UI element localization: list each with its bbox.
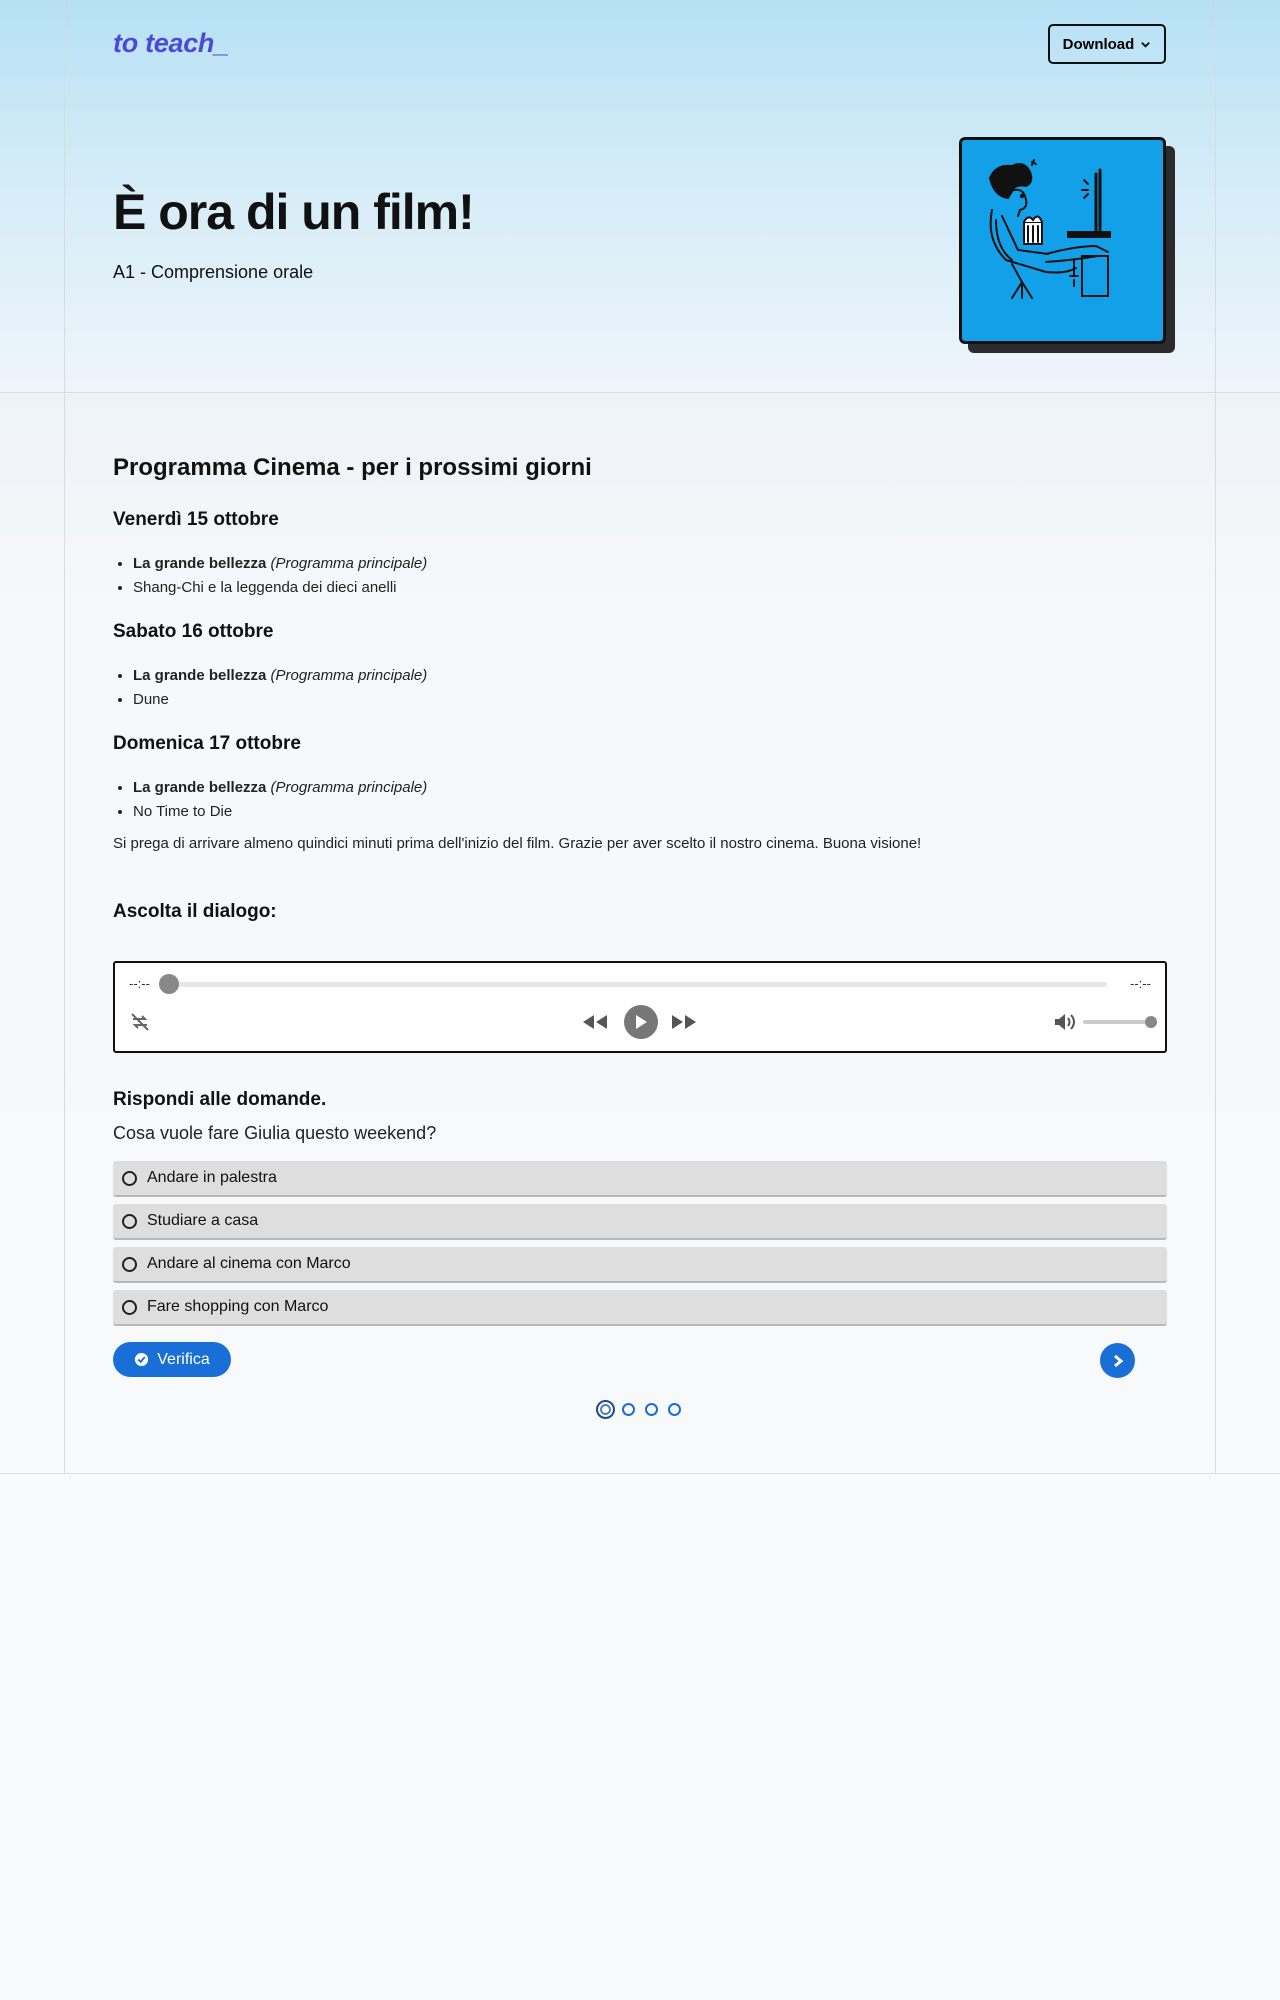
grid-line (1215, 0, 1216, 1474)
list-item (133, 664, 427, 688)
list-item (133, 688, 427, 712)
play-button[interactable] (624, 1005, 658, 1039)
movie-watcher-illustration (959, 137, 1166, 344)
rewind-icon[interactable] (581, 1013, 609, 1031)
pagination-dot[interactable] (622, 1403, 635, 1416)
option-label: Andare in palestra (147, 1169, 277, 1186)
program-footnote: Si prega di arrivare almeno quindici minuti prima dell'inizio del film. Grazie per aver scelto il nostro cinema. Buona visione! (113, 835, 922, 852)
day-title: Sabato 16 ottobre (113, 621, 274, 642)
page-title: È ora di un film! (113, 184, 474, 240)
option-label: Andare al cinema con Marco (147, 1255, 351, 1272)
volume-icon[interactable] (1053, 1012, 1075, 1032)
list-item (133, 552, 427, 576)
answer-option[interactable] (113, 1290, 1167, 1326)
pagination-dot[interactable] (596, 1400, 615, 1419)
movie-title: Shang-Chi e la leggenda dei dieci anelli (133, 579, 397, 596)
radio-button[interactable] (122, 1300, 137, 1315)
movie-title: La grande bellezza (133, 779, 267, 796)
next-question-button[interactable] (1100, 1343, 1135, 1378)
verify-button[interactable] (113, 1342, 231, 1377)
chevron-right-icon (1112, 1354, 1124, 1368)
list-item (133, 800, 427, 824)
movie-list (133, 776, 427, 824)
day-title: Domenica 17 ottobre (113, 733, 301, 754)
day-title: Venerdì 15 ottobre (113, 509, 279, 530)
movie-note: (Programma principale) (270, 555, 428, 572)
site-logo[interactable]: to teach_ (113, 28, 229, 58)
list-item (133, 776, 427, 800)
page-subtitle: A1 - Comprensione orale (113, 262, 314, 282)
progress-track[interactable] (165, 982, 1107, 987)
chevron-down-icon (1140, 39, 1151, 50)
verify-label: Verifica (157, 1350, 210, 1368)
option-label: Studiare a casa (147, 1212, 259, 1229)
download-label: Download (1062, 35, 1135, 53)
current-time: --:-- (129, 976, 150, 991)
option-label: Fare shopping con Marco (147, 1298, 329, 1315)
movie-list (133, 664, 427, 712)
answer-option[interactable] (113, 1204, 1167, 1240)
volume-thumb[interactable] (1145, 1016, 1157, 1028)
download-button[interactable] (1048, 24, 1166, 64)
radio-button[interactable] (122, 1171, 137, 1186)
list-item (133, 576, 427, 600)
duration: --:-- (1130, 976, 1151, 991)
program-title: Programma Cinema - per i prossimi giorni (113, 454, 592, 481)
pagination-dot[interactable] (645, 1403, 658, 1416)
volume-slider[interactable] (1083, 1020, 1153, 1024)
radio-button[interactable] (122, 1214, 137, 1229)
movie-note: (Programma principale) (270, 779, 428, 796)
movie-list (133, 552, 427, 600)
answer-option[interactable] (113, 1247, 1167, 1283)
movie-note: (Programma principale) (270, 667, 428, 684)
grid-line (64, 0, 65, 1474)
fast-forward-icon[interactable] (670, 1013, 698, 1031)
check-circle-icon (134, 1352, 149, 1367)
play-icon (634, 1014, 648, 1030)
header-divider (0, 88, 1280, 89)
movie-title: La grande bellezza (133, 555, 267, 572)
repeat-off-icon[interactable] (129, 1011, 151, 1033)
progress-thumb[interactable] (159, 974, 179, 994)
audio-player (113, 961, 1167, 1053)
pagination-dot[interactable] (668, 1403, 681, 1416)
quiz-heading: Rispondi alle domande. (113, 1089, 327, 1110)
movie-title: No Time to Die (133, 803, 233, 820)
movie-title: La grande bellezza (133, 667, 267, 684)
answer-option[interactable] (113, 1161, 1167, 1197)
movie-title: Dune (133, 691, 169, 708)
quiz-question: Cosa vuole fare Giulia questo weekend? (113, 1123, 437, 1143)
listen-title: Ascolta il dialogo: (113, 901, 277, 922)
radio-button[interactable] (122, 1257, 137, 1272)
